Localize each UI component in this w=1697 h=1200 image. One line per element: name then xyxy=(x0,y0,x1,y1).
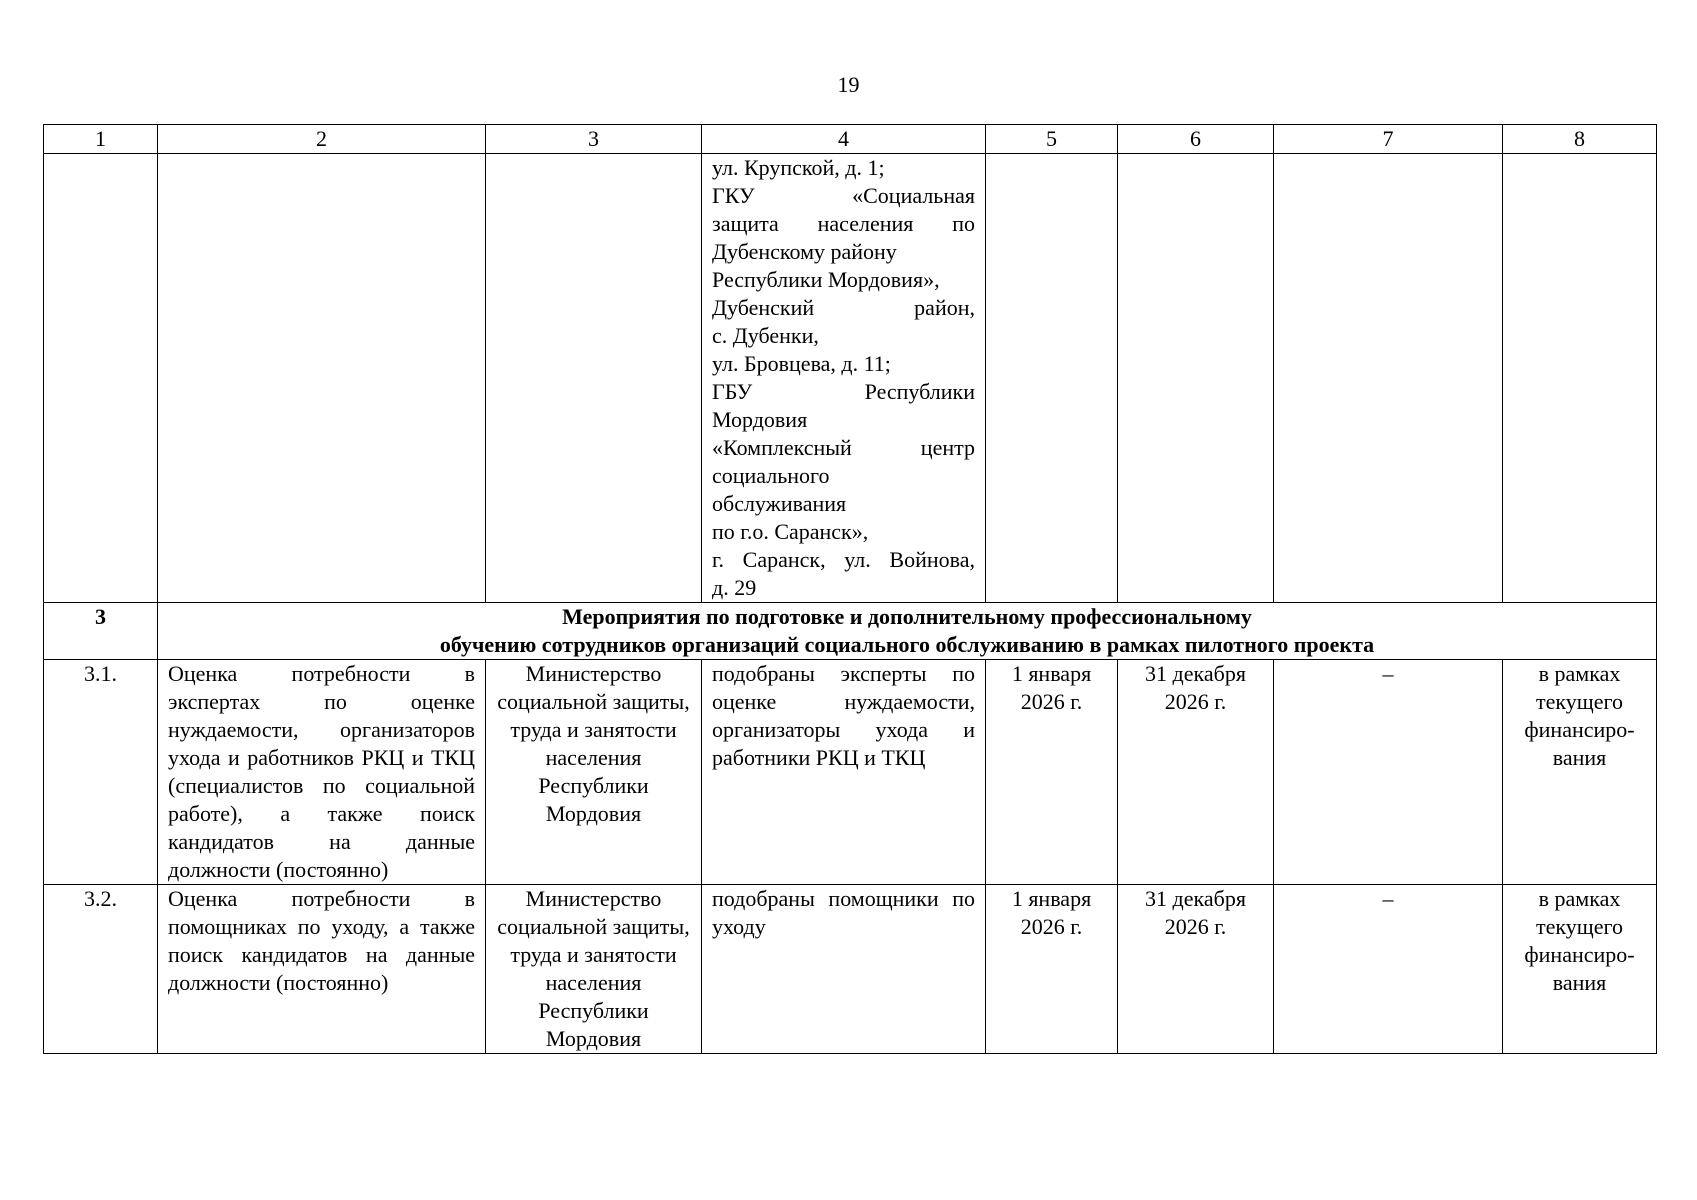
start-date: 1 января 2026 г. xyxy=(986,660,1118,885)
column-number: 3 xyxy=(486,125,702,154)
column-number: 8 xyxy=(1503,125,1657,154)
column-number-header-row xyxy=(44,125,1657,154)
address-line: социального xyxy=(712,463,830,488)
page-number: 19 xyxy=(837,72,860,97)
column-number: 6 xyxy=(1118,125,1274,154)
section-row xyxy=(44,603,1657,660)
funding-source: в рамках текущего финансиро-вания xyxy=(1503,660,1657,885)
column-number: 4 xyxy=(702,125,986,154)
expected-result: подобраны помощники по уходу xyxy=(702,885,986,1054)
end-date: 31 декабря 2026 г. xyxy=(1118,885,1274,1054)
continuation-row xyxy=(44,154,1657,603)
activity-description: Оценка потребности в помощниках по уходу, а также поиск кандидатов на данные должности (постоянно) xyxy=(158,885,486,1054)
funding-source: в рамках текущего финансиро-вания xyxy=(1503,885,1657,1054)
responsible-executor: Министерство социальной защиты, труда и занятости населения Республики Мордовия xyxy=(486,660,702,885)
table-cell xyxy=(1503,154,1657,603)
column-7-value: – xyxy=(1274,660,1503,885)
address-line: «Комплексный центр xyxy=(712,435,975,460)
table-cell xyxy=(1118,154,1274,603)
column-7-value: – xyxy=(1274,885,1503,1054)
row-number: 3.2. xyxy=(44,885,158,1054)
address-line: Дубенский район, xyxy=(712,295,975,320)
table-row xyxy=(44,885,1657,1054)
expected-result: подобраны эксперты по оценке нуждаемости, организаторы ухода и работники РКЦ и ТКЦ xyxy=(702,660,986,885)
table-cell xyxy=(158,154,486,603)
column-number: 5 xyxy=(986,125,1118,154)
table-cell xyxy=(44,154,158,603)
section-title-line: обучению сотрудников организаций социального обслуживанию в рамках пилотного проекта xyxy=(439,632,1375,657)
address-line: Дубенскому району xyxy=(712,239,897,264)
row-number: 3.1. xyxy=(44,660,158,885)
address-line: по г.о. Саранск», xyxy=(712,519,869,544)
address-line: д. 29 xyxy=(712,575,757,600)
table-row xyxy=(44,660,1657,885)
address-line: Мордовия xyxy=(712,407,808,432)
address-line: ул. Крупской, д. 1; xyxy=(712,155,885,180)
address-list-cell xyxy=(702,154,986,603)
activity-description: Оценка потребности в экспертах по оценке нуждаемости, организаторов ухода и работников РКЦ и ТКЦ (специалистов по социальной работе), а также поиск кандидатов на данные должности (постоянно) xyxy=(158,660,486,885)
responsible-executor: Министерство социальной защиты, труда и занятости населения Республики Мордовия xyxy=(486,885,702,1054)
address-line: г. Саранск, ул. Войнова, xyxy=(712,547,975,572)
address-line: Республики Мордовия», xyxy=(712,267,940,292)
address-line: ГКУ «Социальная xyxy=(712,183,975,208)
table-cell xyxy=(486,154,702,603)
column-number: 1 xyxy=(44,125,158,154)
section-title-line: Мероприятия по подготовке и дополнительному профессиональному xyxy=(562,604,1252,629)
column-number: 7 xyxy=(1274,125,1503,154)
start-date: 1 января 2026 г. xyxy=(986,885,1118,1054)
address-line: с. Дубенки, xyxy=(712,323,819,348)
address-line: ГБУ Республики xyxy=(712,379,975,404)
column-number: 2 xyxy=(158,125,486,154)
table-cell xyxy=(986,154,1118,603)
address-line: обслуживания xyxy=(712,491,847,516)
table-cell xyxy=(1274,154,1503,603)
activities-table xyxy=(43,124,1657,1054)
address-line: защита населения по xyxy=(712,211,975,236)
end-date: 31 декабря 2026 г. xyxy=(1118,660,1274,885)
address-line: ул. Бровцева, д. 11; xyxy=(712,351,891,376)
section-number: 3 xyxy=(44,603,158,660)
section-title xyxy=(158,603,1657,660)
